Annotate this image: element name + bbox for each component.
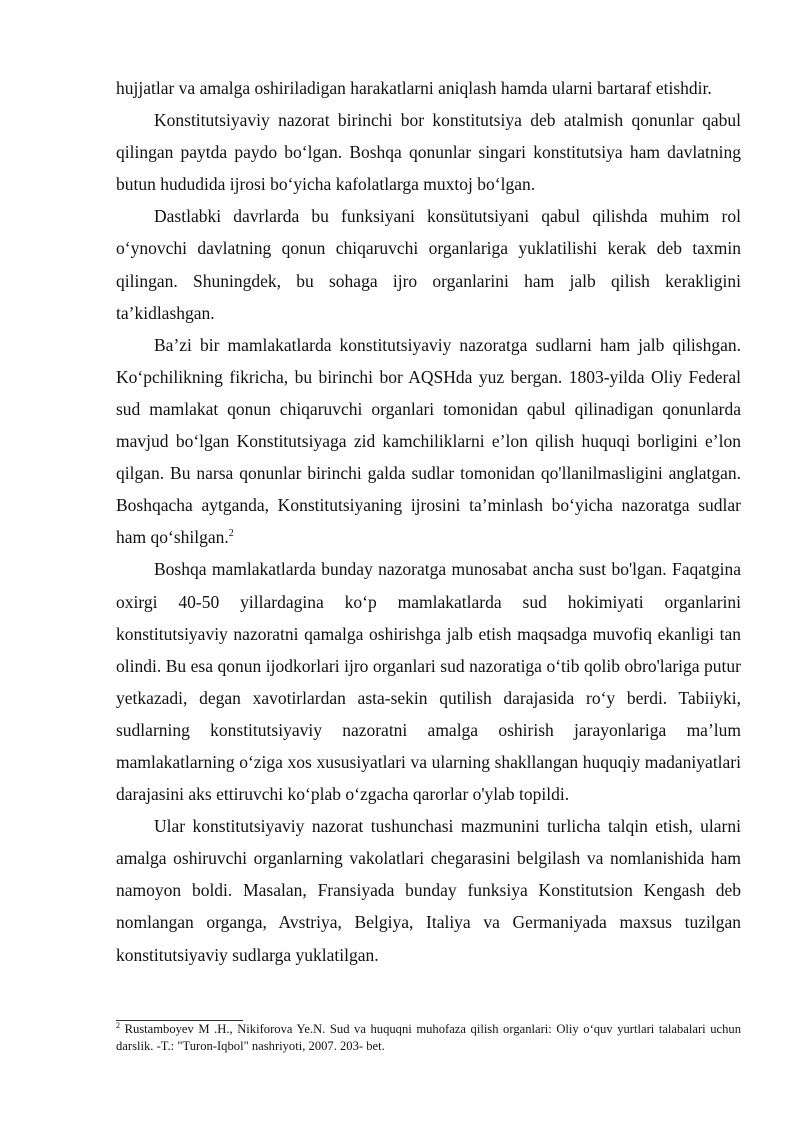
paragraph-text: Dastlabki davrlarda bu funksiyani konsütutsiyani qabul qilishda muhim rol o‘ynovchi davlatning qonun chiqaruvchi organlariga yuklatilishi kerak deb taxmin qilingan. Shuningdek, bu sohaga ijro organlarini ham jalb qilish kerakligini ta’kidlashgan. xyxy=(116,206,741,323)
footnote-marker: 2 xyxy=(116,1020,120,1030)
paragraph xyxy=(116,810,741,970)
paragraph-text: hujjatlar va amalga oshiriladigan harakatlarni aniqlash hamda ularni bartaraf etishdir. xyxy=(116,78,712,98)
paragraph xyxy=(116,200,741,328)
footnote-reference[interactable]: 2 xyxy=(228,528,234,540)
paragraph-text: Ba’zi bir mamlakatlarda konstitutsiyaviy nazoratga sudlarni ham jalb qilishgan. Ko‘pchilikning fikricha, bu birinchi bor AQSHda yuz bergan. 1803-yilda Oliy Federal sud mamlakat qonun chiqaruvchi organlari tomonidan qabul qilinadigan qonunlarda mavjud bo‘lgan Konstitutsiyaga zid kamchiliklarni e’lon qilish huquqi borligini e’lon qilgan. Bu narsa qonunlar birinchi galda sudlar tomonidan qo'llanilmasligini anglatgan. Boshqacha aytganda, Konstitutsiyaning ijrosini ta’minlash bo‘yicha nazoratga sudlar ham qo‘shilgan. xyxy=(116,334,741,548)
paragraph-text: Boshqa mamlakatlarda bunday nazoratga munosabat ancha sust bo'lgan. Faqatgina oxirgi 40-50 yillardagina ko‘p mamlakatlarda sud hokimiyati organlarini konstitutsiyaviy nazoratni qamalga oshirishga jalb etish maqsadga muvofiq ekanligi tan olindi. Bu esa qonun ijodkorlari ijro organlari sud nazoratiga o‘tib qolib obro'lariga putur yetkazadi, degan xavotirlardan asta-sekin qutilish darajasida ro‘y berdi. Tabiiyki, sudlarning konstitutsiyaviy nazoratni amalga oshirish jarayonlariga ma’lum mamlakatlarning o‘ziga xos xususiyatlari va ularning shakllangan huquqiy madaniyatlari darajasini aks ettiruvchi ko‘plab o‘zgacha qarorlar o'ylab topildi. xyxy=(116,559,741,805)
footnote-text: Rustamboyev M .H., Nikiforova Ye.N. Sud va huquqni muhofaza qilish organlari: Oliy o‘quv yurtlari talabalari uchun darslik. -T.: "Turon-Iqbol" nashriyoti, 2007. 203- bet. xyxy=(116,1022,741,1053)
body-text xyxy=(116,72,741,971)
paragraph xyxy=(116,104,741,200)
paragraph xyxy=(116,553,741,810)
paragraph xyxy=(116,329,741,554)
paragraph-text: Ular konstitutsiyaviy nazorat tushunchasi mazmunini turlicha talqin etish, ularni amalga oshiruvchi organlarning vakolatlari chegarasini belgilash va nomlanishida ham namoyon boldi. Masalan, Fransiyada bunday funksiya Konstitutsion Kengash deb nomlangan organga, Avstriya, Belgiya, Italiya va Germaniyada maxsus tuzilgan konstitutsiyaviy sudlarga yuklatilgan. xyxy=(116,816,741,965)
footnote xyxy=(116,1021,741,1055)
paragraph xyxy=(116,72,741,104)
paragraph-text: Konstitutsiyaviy nazorat birinchi bor konstitutsiya deb atalmish qonunlar qabul qilingan paytda paydo bo‘lgan. Boshqa qonunlar singari konstitutsiya ham davlatning butun hududida ijrosi bo‘yicha kafolatlarga muxtoj bo‘lgan. xyxy=(116,110,741,195)
